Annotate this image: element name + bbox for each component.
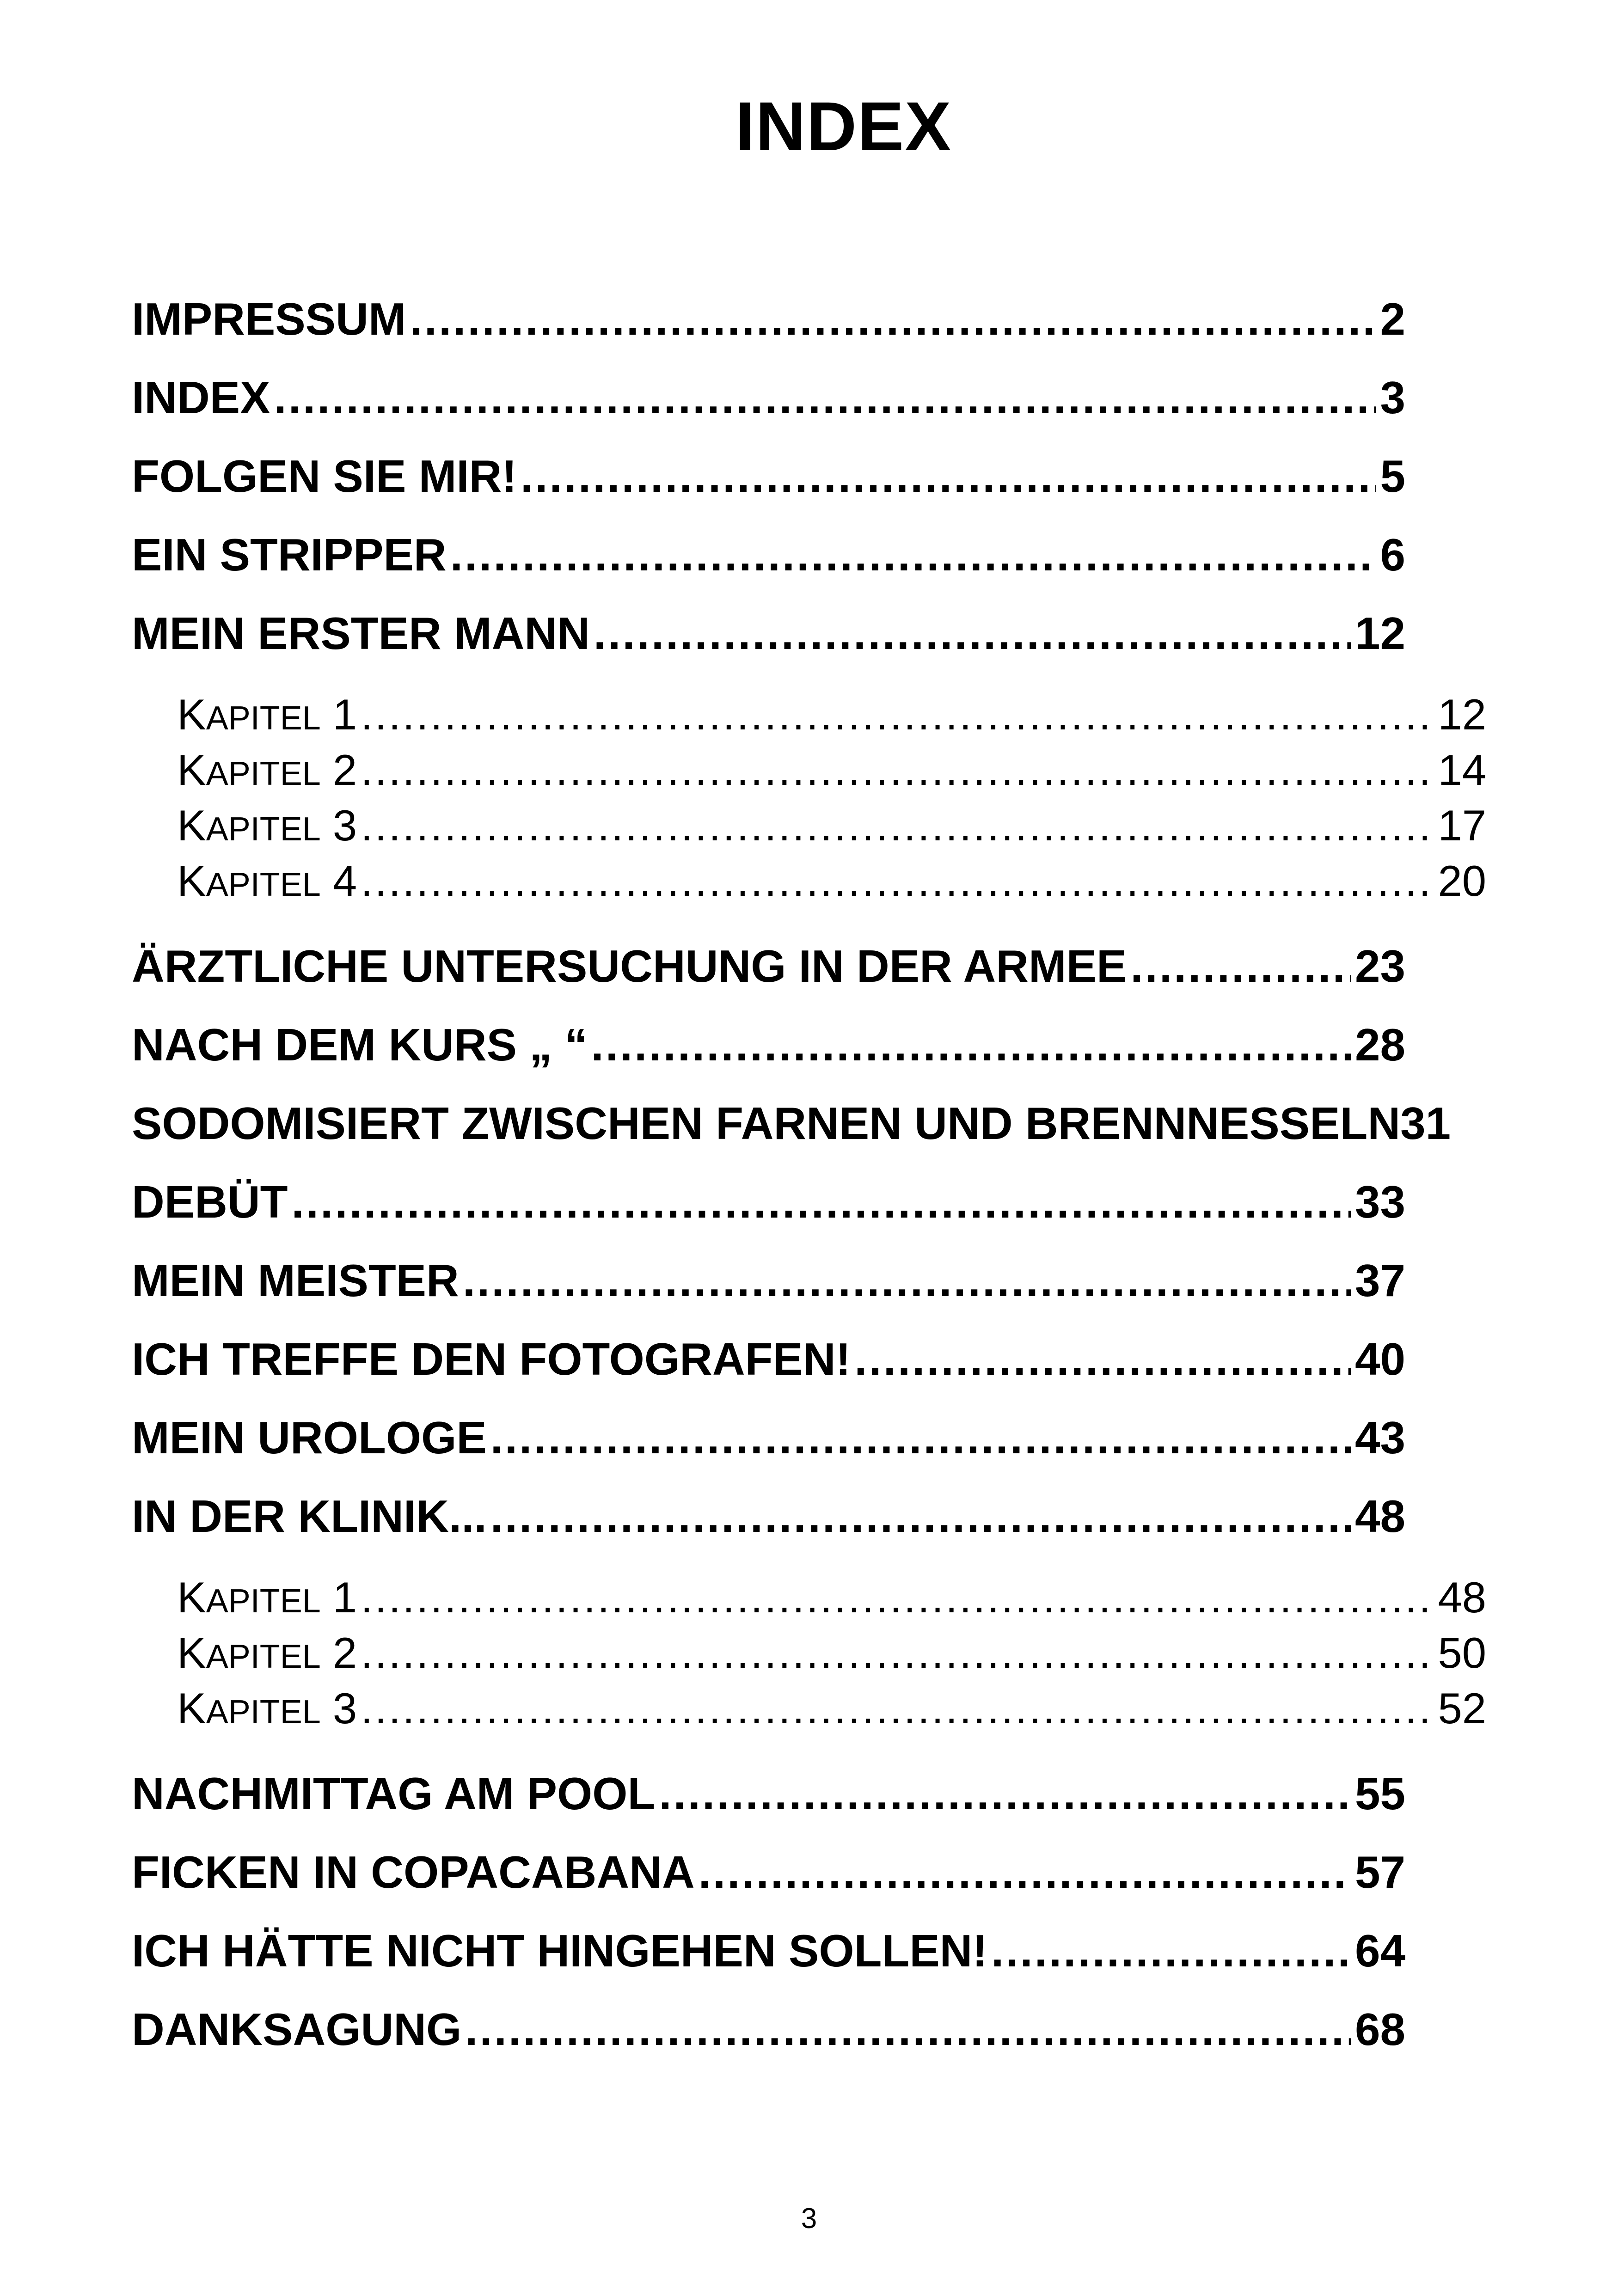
toc-entry-page: 55 — [1354, 1768, 1405, 1819]
dot-leader — [521, 446, 1376, 506]
toc-entry-page: 28 — [1354, 1019, 1405, 1070]
toc-entry-mein-urologe[interactable] — [132, 1408, 1405, 1468]
dot-leader — [659, 1763, 1351, 1824]
toc-entry-in-der-klinik[interactable] — [132, 1486, 1405, 1546]
toc-entry-page: 2 — [1380, 294, 1405, 344]
toc-entry-page: 12 — [1354, 608, 1405, 659]
page-number: 3 — [801, 2203, 817, 2235]
toc-entry-title: ICH HÄTTE NICHT HINGEHEN SOLLEN! — [132, 1925, 988, 1976]
toc-entry-page: 33 — [1354, 1176, 1405, 1227]
toc-entry-title: FOLGEN SIE MIR! — [132, 451, 517, 502]
toc-entry-title: INDEX — [132, 372, 270, 423]
dot-leader — [361, 1569, 1434, 1626]
toc-entry-copacabana[interactable] — [132, 1842, 1405, 1902]
dot-leader — [361, 797, 1434, 854]
dot-leader — [591, 1015, 1351, 1075]
toc-subentry-title: KAPITEL 4 — [177, 857, 357, 905]
toc-subentry-kapitel-1[interactable] — [177, 686, 1486, 743]
toc-entry-aerztliche-untersuchung[interactable] — [132, 936, 1405, 996]
toc-entry-debuet[interactable] — [132, 1172, 1405, 1232]
toc-subentry-kapitel-3[interactable] — [177, 797, 1486, 854]
dot-leader — [490, 1408, 1351, 1468]
toc-subentry-page: 12 — [1438, 690, 1486, 739]
toc-entry-fotografen[interactable] — [132, 1329, 1405, 1389]
toc-subentry-kapitel-2[interactable] — [177, 742, 1486, 798]
toc-entry-page: 3 — [1380, 372, 1405, 423]
toc-entry-folgen-sie-mir[interactable] — [132, 446, 1405, 506]
dot-leader — [450, 525, 1377, 585]
toc-entry-title: MEIN MEISTER — [132, 1255, 459, 1306]
toc-entry-title: IMPRESSUM — [132, 294, 406, 344]
dot-leader — [361, 1625, 1434, 1681]
dot-leader — [465, 1999, 1351, 2059]
toc-subentry-title: KAPITEL 2 — [177, 1629, 357, 1677]
toc-entry-title: SODOMISIERT ZWISCHEN FARNEN UND BRENNNESSELN — [132, 1098, 1401, 1149]
toc-entry-title: NACHMITTAG AM POOL — [132, 1768, 656, 1819]
toc-subentry-title: KAPITEL 1 — [177, 690, 357, 739]
toc-subentry-title: KAPITEL 1 — [177, 1573, 357, 1622]
toc-subentry-kapitel-4[interactable] — [177, 853, 1486, 909]
toc-subentry-page: 17 — [1438, 801, 1486, 850]
toc-entry-title: ÄRZTLICHE UNTERSUCHUNG IN DER ARMEE — [132, 941, 1127, 992]
toc-subentry-page: 50 — [1438, 1629, 1486, 1677]
toc-subentry-kapitel-2[interactable] — [177, 1625, 1486, 1681]
toc-entry-ein-stripper[interactable] — [132, 525, 1405, 585]
toc-entry-page: 48 — [1354, 1491, 1405, 1542]
dot-leader — [699, 1842, 1351, 1902]
toc-subentry-title: KAPITEL 2 — [177, 746, 357, 794]
dot-leader — [361, 742, 1434, 798]
toc-subentry-title: KAPITEL 3 — [177, 1684, 357, 1733]
toc-entry-page: 40 — [1354, 1334, 1405, 1384]
dot-leader — [410, 289, 1377, 349]
toc-entry-page: 64 — [1354, 1925, 1405, 1976]
toc-subentry-page: 52 — [1438, 1684, 1486, 1733]
toc-entry-page: 5 — [1380, 451, 1405, 502]
toc-entry-title: MEIN UROLOGE — [132, 1412, 487, 1463]
dot-leader — [361, 1680, 1434, 1737]
dot-leader — [463, 1250, 1351, 1310]
toc-entry-nicht-hingehen[interactable] — [132, 1921, 1405, 1981]
toc-entry-index[interactable] — [132, 367, 1405, 428]
toc-subentry-page: 14 — [1438, 746, 1486, 794]
toc-entry-title: MEIN ERSTER MANN — [132, 608, 590, 659]
toc-entry-page: 6 — [1380, 529, 1405, 580]
dot-leader — [292, 1172, 1351, 1232]
toc-entry-title: EIN STRIPPER — [132, 529, 447, 580]
toc-entry-mein-erster-mann[interactable] — [132, 603, 1405, 663]
toc-entry-title: ICH TREFFE DEN FOTOGRAFEN! — [132, 1334, 851, 1384]
toc-subentry-title: KAPITEL 3 — [177, 801, 357, 850]
dot-leader — [991, 1921, 1351, 1981]
toc-entry-title: DEBÜT — [132, 1176, 288, 1227]
dot-leader — [854, 1329, 1351, 1389]
toc-subentry-page: 48 — [1438, 1573, 1486, 1622]
toc-entry-nach-dem-kurs[interactable] — [132, 1015, 1405, 1075]
toc-entry-page: 23 — [1354, 941, 1405, 992]
toc-entry-danksagung[interactable] — [132, 1999, 1405, 2059]
toc-entry-title: IN DER KLINIK... — [132, 1491, 487, 1542]
toc-entry-nachmittag-am-pool[interactable] — [132, 1763, 1405, 1824]
toc-subentry-kapitel-3[interactable] — [177, 1680, 1486, 1737]
dot-leader — [361, 686, 1434, 743]
dot-leader — [490, 1486, 1351, 1546]
dot-leader — [594, 603, 1351, 663]
dot-leader — [361, 853, 1434, 909]
toc-entry-impressum[interactable] — [132, 289, 1405, 349]
toc-entry-page: 68 — [1354, 2004, 1405, 2055]
dot-leader — [274, 367, 1377, 428]
toc-entry-title: NACH DEM KURS „ “ — [132, 1019, 588, 1070]
toc-entry-page: 37 — [1354, 1255, 1405, 1306]
toc-entry-page: 31 — [1400, 1098, 1451, 1149]
toc-entry-mein-meister[interactable] — [132, 1250, 1405, 1310]
toc-entry-page: 57 — [1354, 1847, 1405, 1898]
toc-subentry-page: 20 — [1438, 857, 1486, 905]
toc-entry-sodomisiert[interactable] — [132, 1093, 1454, 1153]
dot-leader — [1130, 936, 1351, 996]
toc-entry-page: 43 — [1354, 1412, 1405, 1463]
toc-entry-title: FICKEN IN COPACABANA — [132, 1847, 695, 1898]
toc-subentry-kapitel-1[interactable] — [177, 1569, 1486, 1626]
page-title: INDEX — [735, 87, 952, 165]
toc-entry-title: DANKSAGUNG — [132, 2004, 462, 2055]
